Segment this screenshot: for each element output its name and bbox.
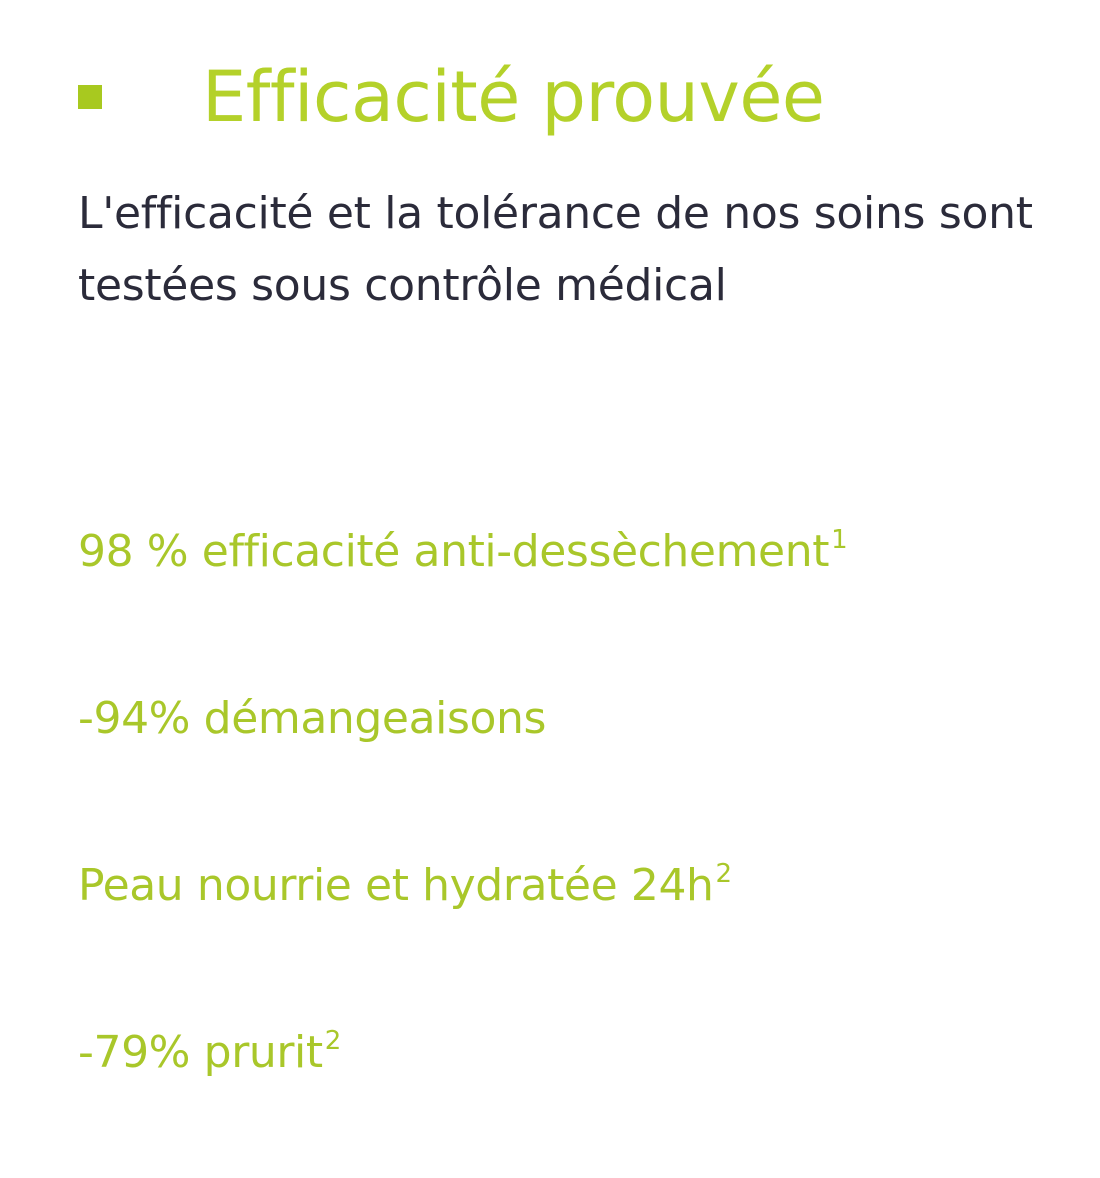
footnote-marker: 1	[831, 525, 848, 555]
claim-item	[78, 1011, 847, 1095]
claim-text: 98 % efficacité anti-dessèchement	[78, 526, 830, 577]
intro-text: L'efficacité et la tolérance de nos soins sont testées sous contrôle médical	[78, 188, 1033, 311]
claim-text: -79% prurit	[78, 1027, 323, 1078]
square-bullet-icon	[78, 85, 102, 109]
claim-text: Peau nourrie et hydratée 24h	[78, 860, 714, 911]
claim-item	[78, 510, 847, 594]
section-title: Efficacité prouvée	[202, 56, 825, 138]
claim-text: -94% démangeaisons	[78, 693, 547, 744]
footnote-marker: 2	[715, 859, 732, 889]
footnote-marker: 2	[324, 1026, 341, 1056]
section-header	[78, 52, 824, 142]
claim-item	[78, 844, 847, 928]
claim-item	[78, 677, 847, 761]
claims-list	[78, 510, 847, 1178]
